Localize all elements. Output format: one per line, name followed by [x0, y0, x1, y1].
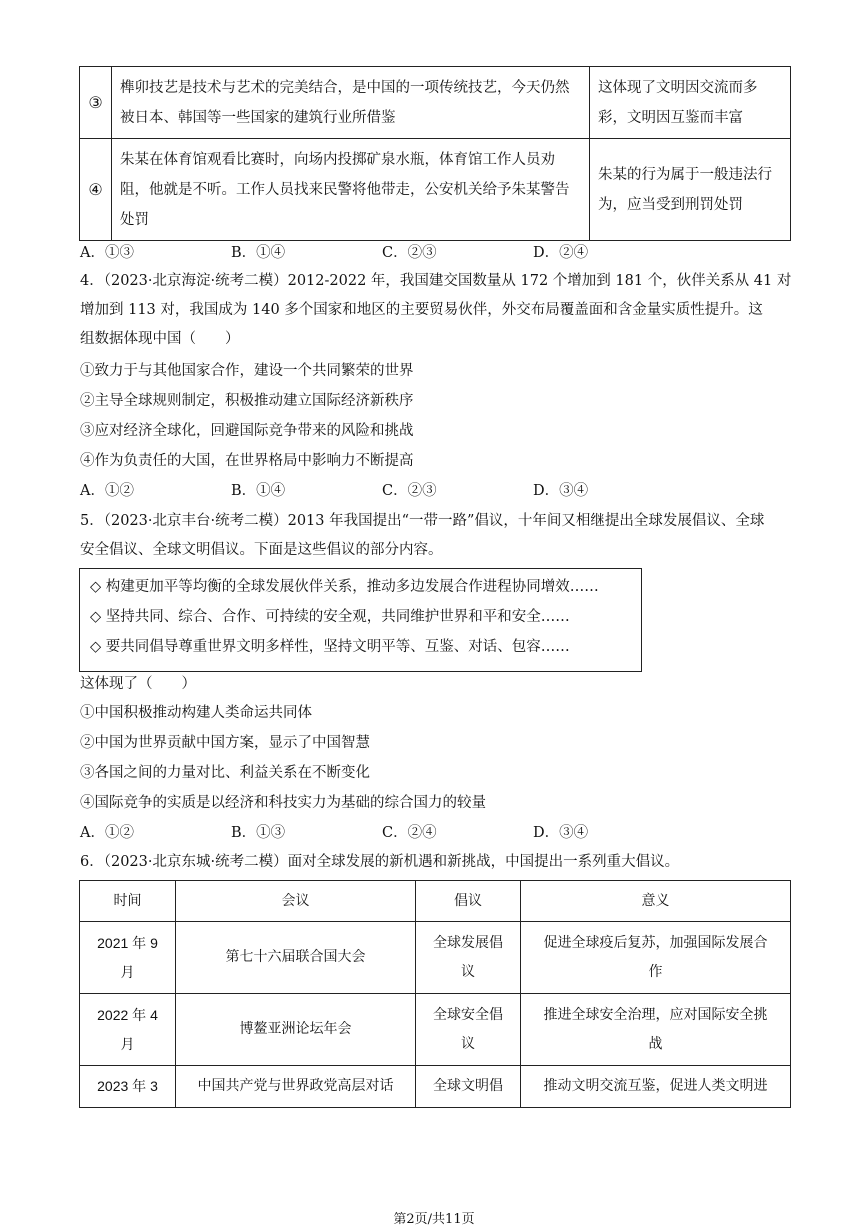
q5-stem-line: 5．（2023·北京丰台·统考二模）2013 年我国提出“一带一路”倡议，十年间又相继提出全球发展倡议、全球	[80, 513, 765, 529]
cell-line: 月	[120, 1035, 135, 1052]
box-item: ◇ 构建更加平等均衡的全球发展伙伴关系，推动多边发展合作进程协同增效……	[90, 579, 599, 595]
table-row	[80, 67, 791, 139]
cell-time	[80, 922, 176, 994]
q4-item: ④作为负责任的大国，在世界格局中影响力不断提高	[80, 453, 414, 469]
initiative-box	[79, 568, 642, 672]
table-row	[80, 922, 791, 994]
statement-table	[79, 66, 791, 241]
option-b[interactable]: B．①④	[231, 483, 286, 499]
cell-line: 2022 年 4	[97, 1006, 158, 1023]
cell-line: 议	[461, 1035, 475, 1052]
q5-item: ④国际竞争的实质是以经济和科技实力为基础的综合国力的较量	[80, 795, 486, 811]
header-meaning: 意义	[521, 881, 791, 922]
option-c[interactable]: C．②③	[382, 483, 437, 499]
q4-item: ③应对经济全球化，回避国际竞争带来的风险和挑战	[80, 423, 414, 439]
q4-item: ②主导全球规则制定，积极推动建立国际经济新秩序	[80, 393, 414, 409]
option-c[interactable]: C．②④	[382, 825, 437, 841]
option-d[interactable]: D．③④	[533, 825, 589, 841]
option-c[interactable]: C．②③	[382, 245, 437, 261]
row-comment: 朱某的行为属于一般违法行为，应当受到刑罚处罚	[590, 139, 791, 241]
table-row	[80, 139, 791, 241]
cell-meaning	[521, 922, 791, 994]
cell-line: 月	[120, 963, 135, 980]
cell-time	[80, 994, 176, 1066]
table-row	[80, 1066, 791, 1108]
option-d[interactable]: D．③④	[533, 483, 589, 499]
cell-meeting: 博鳌亚洲论坛年会	[176, 994, 416, 1066]
option-b[interactable]: B．①④	[231, 245, 286, 261]
option-a[interactable]: A．①②	[80, 825, 134, 841]
q5-item: ③各国之间的力量对比、利益关系在不断变化	[80, 765, 370, 781]
header-initiative: 倡议	[416, 881, 521, 922]
cell-initiative	[416, 922, 521, 994]
cell-initiative	[416, 994, 521, 1066]
option-b[interactable]: B．①③	[231, 825, 286, 841]
q4-stem-line: 增加到 113 对，我国成为 140 多个国家和地区的主要贸易伙伴，外交布局覆盖面和含金量实质性提升。这	[80, 302, 763, 318]
cell-line: 作	[648, 963, 663, 980]
box-item: ◇ 要共同倡导尊重世界文明多样性，坚持文明平等、互鉴、对话、包容……	[90, 639, 570, 655]
option-a[interactable]: A．①③	[80, 245, 134, 261]
box-item: ◇ 坚持共同、综合、合作、可持续的安全观，共同维护世界和平和安全……	[90, 609, 570, 625]
cell-meaning	[521, 994, 791, 1066]
q4-stem-line: 组数据体现中国（ ）	[80, 331, 240, 347]
cell-line: 议	[461, 963, 475, 980]
cell-line: 2023 年 3	[97, 1078, 158, 1094]
page-footer: 第2页/共11页	[393, 1212, 475, 1227]
header-time: 时间	[80, 881, 176, 922]
q4-stem-line: 4．（2023·北京海淀·统考二模）2012-2022 年，我国建交国数量从 172 个增加到 181 个，伙伴关系从 41 对	[80, 273, 792, 289]
cell-line: 推动文明交流互鉴，促进人类文明进	[543, 1078, 768, 1094]
cell-line: 战	[648, 1035, 663, 1052]
row-number: ④	[80, 139, 112, 241]
cell-time	[80, 1066, 176, 1108]
initiative-table	[79, 880, 791, 1108]
table-row	[80, 994, 791, 1066]
cell-line: 全球文明倡	[433, 1078, 503, 1094]
row-content: 榫卯技艺是技术与艺术的完美结合，是中国的一项传统技艺，今天仍然被日本、韩国等一些国家的建筑行业所借鉴	[112, 67, 590, 139]
table-header-row	[80, 881, 791, 922]
cell-line: 2021 年 9	[97, 934, 158, 951]
q5-stem-line: 安全倡议、全球文明倡议。下面是这些倡议的部分内容。	[80, 542, 443, 558]
option-d[interactable]: D．②④	[533, 245, 589, 261]
cell-initiative	[416, 1066, 521, 1108]
row-comment: 这体现了文明因交流而多彩，文明因互鉴而丰富	[590, 67, 791, 139]
q5-item: ①中国积极推动构建人类命运共同体	[80, 705, 312, 721]
cell-meaning	[521, 1066, 791, 1108]
row-number: ③	[80, 67, 112, 139]
cell-line: 促进全球疫后复苏，加强国际发展合	[543, 934, 768, 951]
q6-stem: 6．（2023·北京东城·统考二模）面对全球发展的新机遇和新挑战，中国提出一系列重大倡议。	[80, 854, 680, 870]
option-a[interactable]: A．①②	[80, 483, 134, 499]
q4-item: ①致力于与其他国家合作，建设一个共同繁荣的世界	[80, 363, 414, 379]
cell-meeting: 中国共产党与世界政党高层对话	[176, 1066, 416, 1108]
q5-stem: 这体现了（ ）	[80, 676, 196, 692]
q5-item: ②中国为世界贡献中国方案，显示了中国智慧	[80, 735, 370, 751]
cell-line: 推进全球安全治理，应对国际安全挑	[543, 1006, 768, 1023]
cell-meeting: 第七十六届联合国大会	[176, 922, 416, 994]
row-content: 朱某在体育馆观看比赛时，向场内投掷矿泉水瓶，体育馆工作人员劝阻，他就是不听。工作人员找来民警将他带走，公安机关给予朱某警告处罚	[112, 139, 590, 241]
cell-line: 全球发展倡	[433, 934, 503, 951]
cell-line: 全球安全倡	[433, 1006, 503, 1023]
header-meeting: 会议	[176, 881, 416, 922]
